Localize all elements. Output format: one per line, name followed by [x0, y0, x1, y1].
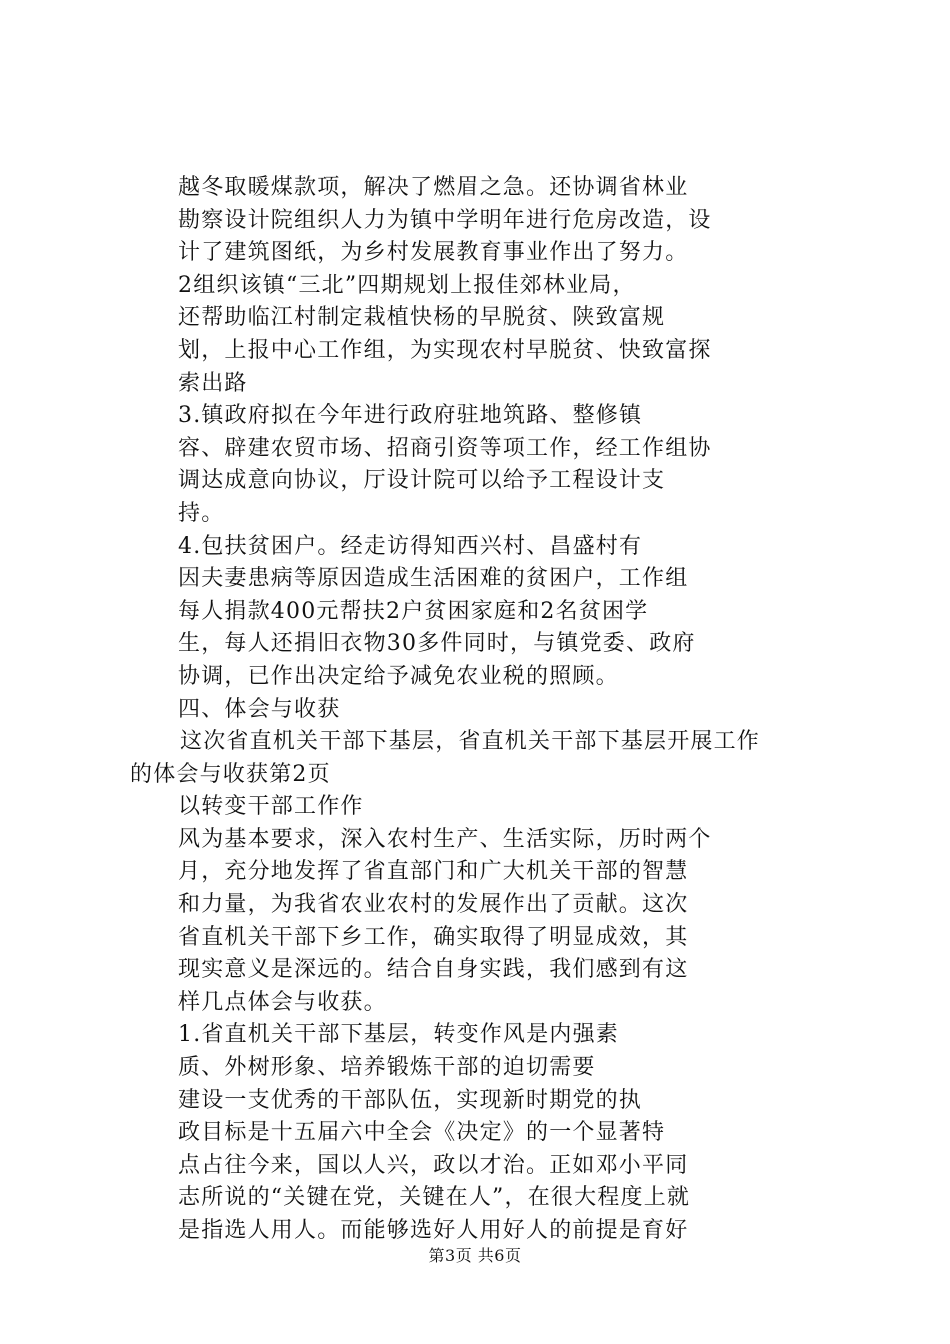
document-body [130, 172, 850, 1248]
text-line: 省直机关干部下乡工作，确实取得了明显成效，其 [178, 924, 689, 950]
text-line: 3.镇政府拟在今年进行政府驻地筑路、整修镇 [178, 403, 643, 429]
text-line: 每人捐款400元帮扶2户贫困家庭和2名贫困学 [178, 598, 649, 624]
text-line: 划，上报中心工作组，为实现农村早脱贫、快致富探 [178, 337, 712, 363]
text-line: 持。 [178, 500, 225, 526]
text-line: 志所说的“关键在党，关键在人”，在很大程度上就 [178, 1185, 691, 1211]
text-line: 现实意义是深远的。结合自身实践，我们感到有这 [178, 957, 689, 983]
text-line: 风为基本要求，深入农村生产、生活实际，历时两个 [178, 826, 712, 852]
text-line: 容、辟建农贸市场、招商引资等项工作，经工作组协 [178, 435, 712, 461]
text-line: 勘察设计院组织人力为镇中学明年进行危房改造，设 [178, 207, 712, 233]
text-line: 1.省直机关干部下基层，转变作风是内强素 [178, 1022, 619, 1048]
text-line: 是指选人用人。而能够选好人用好人的前提是育好 [178, 1218, 689, 1243]
text-line: 样几点体会与收获。 [178, 989, 387, 1015]
text-line: 因夫妻患病等原因造成生活困难的贫困户，工作组 [178, 566, 689, 592]
text-line: 以转变干部工作作 [178, 794, 364, 820]
text-line: 点占往今来，国以人兴，政以才治。正如邓小平同 [178, 1152, 689, 1178]
text-line: 生，每人还捐旧衣物30多件同时，与镇党委、政府 [178, 631, 696, 657]
text-line: 计了建筑图纸，为乡村发展教育事业作出了努力。 [178, 240, 689, 266]
page-number-footer: 第3页 共6页 [428, 1246, 522, 1265]
text-line: 4.包扶贫困户。经走访得知西兴村、昌盛村有 [178, 533, 643, 559]
text-line: 调达成意向协议，厅设计院可以给予工程设计支 [178, 468, 666, 494]
text-line: 和力量，为我省农业农村的发展作出了贡献。这次 [178, 892, 689, 918]
text-line: 月，充分地发挥了省直部门和广大机关干部的智慧 [178, 859, 689, 885]
text-line: 协调，已作出决定给予减免农业税的照顾。 [178, 663, 619, 689]
section-heading: 四、体会与收获 [178, 696, 341, 722]
text-line: 建设一支优秀的干部队伍，实现新时期党的执 [178, 1087, 643, 1113]
text-line: 还帮助临江村制定栽植快杨的早脱贫、陕致富规 [178, 305, 666, 331]
text-line: 这次省直机关干部下基层，省直机关干部下基层开展工作 [180, 729, 761, 755]
text-line: 质、外树形象、培养锻炼干部的迫切需要 [178, 1055, 596, 1081]
text-line: 越冬取暖煤款项，解决了燃眉之急。还协调省林业 [178, 175, 689, 200]
text-line: 2组织该镇“三北”四期规划上报佳郊林业局， [178, 272, 636, 298]
text-line: 的体会与收获第2页 [130, 761, 331, 787]
text-line: 政目标是十五届六中全会《决定》的一个显著特 [178, 1120, 666, 1146]
text-line: 索出路 [178, 370, 248, 396]
